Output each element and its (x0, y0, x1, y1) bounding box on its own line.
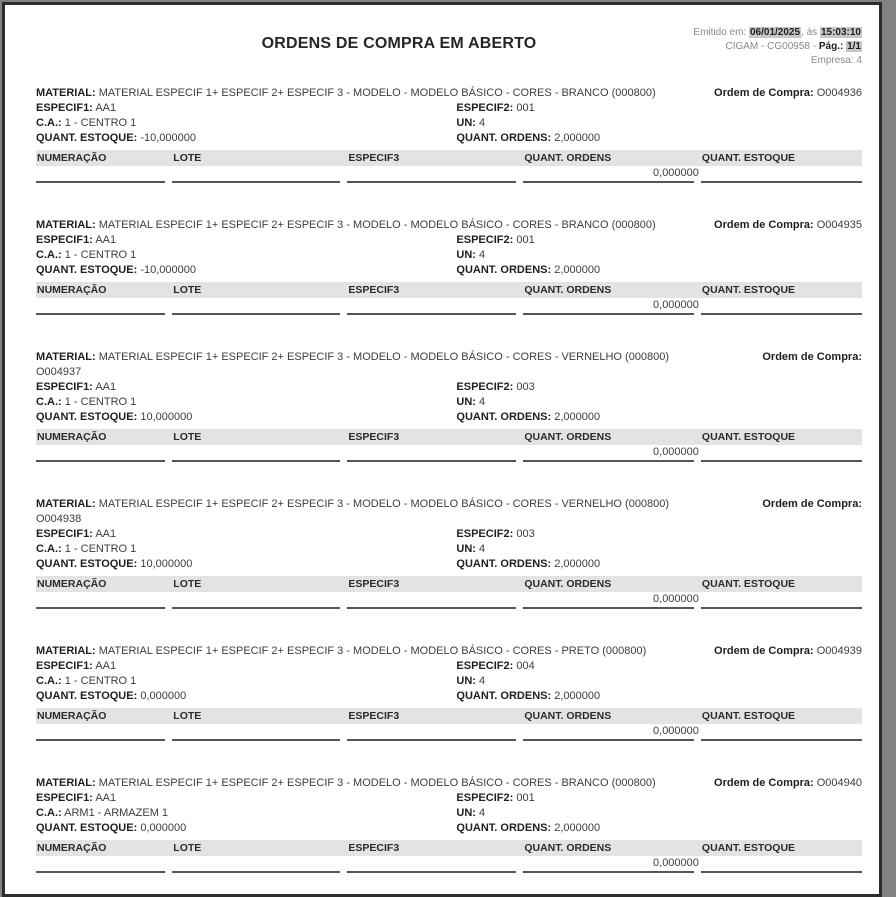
table-header-row (36, 429, 862, 445)
unit-value: 4 (479, 543, 486, 555)
stock-quantity-label: QUANT. ESTOQUE: (36, 690, 138, 702)
unit-value: 4 (479, 249, 486, 261)
column-header-quant-estoque: QUANT. ESTOQUE (701, 431, 796, 443)
especif2-value: 004 (516, 660, 535, 672)
orders-quantity-value: 2,000000 (554, 558, 601, 570)
stock-quantity-value: -10,000000 (140, 132, 196, 144)
table-underline-segment (347, 607, 516, 609)
material-label: MATERIAL: (36, 351, 96, 363)
order-block (36, 350, 862, 463)
table-underline-segment (36, 739, 165, 741)
column-header-numeracao: NUMERAÇÃO (37, 284, 107, 296)
stock-quantity-value: 0,000000 (140, 822, 187, 834)
orders-quantity-value: 2,000000 (554, 132, 601, 144)
orders-quantity-value: 2,000000 (554, 690, 601, 702)
column-header-lote: LOTE (173, 578, 202, 590)
table-underline-segment (701, 607, 862, 609)
unit-label: UN: (456, 675, 476, 687)
especif1-value: AA1 (95, 102, 117, 114)
stock-quantity-label: QUANT. ESTOQUE: (36, 264, 138, 276)
unit-label: UN: (456, 249, 476, 261)
page-number-badge: 1/1 (847, 41, 861, 52)
total-value: 0,000000 (653, 167, 699, 179)
material-value: MATERIAL ESPECIF 1+ ESPECIF 2+ ESPECIF 3 - MODELO - MODELO BÁSICO - CORES - PRETO (000800) (98, 645, 647, 657)
material-row (36, 218, 862, 233)
especif1-value: AA1 (95, 660, 117, 672)
order-block (36, 218, 862, 316)
cost-center-value: 1 - CENTRO 1 (64, 675, 137, 687)
table-header-row (36, 576, 862, 592)
info-row (36, 791, 862, 806)
info-row (36, 395, 862, 410)
column-header-lote: LOTE (173, 842, 202, 854)
column-header-lote: LOTE (173, 431, 202, 443)
order-number-value: O004936 (816, 87, 862, 99)
unit-value: 4 (479, 675, 486, 687)
cost-center-label: C.A.: (36, 543, 62, 555)
table-underline-segment (701, 313, 862, 315)
material-label: MATERIAL: (36, 87, 96, 99)
report-meta (667, 26, 862, 68)
table-underline-segment (36, 313, 165, 315)
table-header-row (36, 150, 862, 166)
especif2-value: 003 (516, 381, 535, 393)
table-underline-segment (172, 313, 340, 315)
system-code: CIGAM - CG00958 - (725, 41, 817, 52)
table-underline-segment (701, 460, 862, 462)
especif1-label: ESPECIF1: (36, 234, 93, 246)
info-row (36, 233, 862, 248)
material-row (36, 497, 862, 512)
table-underline (36, 313, 862, 316)
company-line: Empresa: 4 (810, 55, 862, 66)
table-underline-segment (701, 871, 862, 873)
cost-center-value: 1 - CENTRO 1 (64, 249, 137, 261)
orders-quantity-value: 2,000000 (554, 411, 601, 423)
system-line (667, 40, 862, 54)
column-header-numeracao: NUMERAÇÃO (37, 431, 107, 443)
cost-center-value: ARM1 - ARMAZEM 1 (64, 807, 169, 819)
column-header-quant-estoque: QUANT. ESTOQUE (701, 710, 796, 722)
info-row (36, 557, 862, 572)
order-number-label: Ordem de Compra: (714, 777, 814, 789)
especif2-value: 001 (516, 792, 535, 804)
material-row (36, 350, 862, 365)
order-number-value: O004935 (816, 219, 862, 231)
column-header-numeracao: NUMERAÇÃO (37, 578, 107, 590)
unit-value: 4 (479, 396, 486, 408)
table-underline (36, 871, 862, 874)
table-underline (36, 460, 862, 463)
order-block (36, 776, 862, 874)
order-number-value: O004938 (36, 513, 82, 525)
orders-quantity-label: QUANT. ORDENS: (456, 822, 552, 834)
cost-center-value: 1 - CENTRO 1 (64, 543, 137, 555)
table-total-row (36, 445, 862, 460)
column-header-especif3: ESPECIF3 (348, 431, 400, 443)
total-value: 0,000000 (653, 446, 699, 458)
material-label: MATERIAL: (36, 645, 96, 657)
order-block (36, 86, 862, 184)
especif2-value: 003 (516, 528, 535, 540)
info-row (36, 806, 862, 821)
detail-table (36, 282, 862, 316)
report-header (36, 26, 862, 68)
table-underline-segment (523, 739, 694, 741)
emitted-date-badge: 06/01/2025 (750, 27, 801, 38)
table-underline-segment (347, 871, 516, 873)
cost-center-label: C.A.: (36, 675, 62, 687)
stock-quantity-value: 0,000000 (140, 690, 187, 702)
table-underline-segment (347, 739, 516, 741)
table-header-row (36, 282, 862, 298)
column-header-numeracao: NUMERAÇÃO (37, 152, 107, 164)
stock-quantity-label: QUANT. ESTOQUE: (36, 558, 138, 570)
info-row (36, 659, 862, 674)
column-header-quant-estoque: QUANT. ESTOQUE (701, 578, 796, 590)
total-value: 0,000000 (653, 725, 699, 737)
emitted-sep: , às (801, 27, 818, 38)
material-row (36, 86, 862, 101)
orders-quantity-label: QUANT. ORDENS: (456, 411, 552, 423)
cost-center-label: C.A.: (36, 117, 62, 129)
table-underline (36, 739, 862, 742)
table-total-row (36, 166, 862, 181)
especif1-label: ESPECIF1: (36, 102, 93, 114)
column-header-especif3: ESPECIF3 (348, 842, 400, 854)
orders-quantity-label: QUANT. ORDENS: (456, 690, 552, 702)
table-underline-segment (523, 181, 694, 183)
table-underline-segment (36, 871, 165, 873)
column-header-quant-estoque: QUANT. ESTOQUE (701, 284, 796, 296)
report-page (2, 2, 882, 897)
info-row (36, 674, 862, 689)
orders-quantity-label: QUANT. ORDENS: (456, 132, 552, 144)
especif2-label: ESPECIF2: (456, 660, 514, 672)
table-header-row (36, 840, 862, 856)
order-block (36, 497, 862, 610)
column-header-quant-estoque: QUANT. ESTOQUE (701, 152, 796, 164)
table-header-row (36, 708, 862, 724)
orders-quantity-value: 2,000000 (554, 264, 601, 276)
info-row (36, 542, 862, 557)
order-number-label: Ordem de Compra: (714, 87, 814, 99)
especif1-label: ESPECIF1: (36, 792, 93, 804)
column-header-especif3: ESPECIF3 (348, 284, 400, 296)
especif2-label: ESPECIF2: (456, 102, 514, 114)
column-header-quant-ordens: QUANT. ORDENS (524, 152, 612, 164)
title-zone (36, 26, 667, 68)
material-row (36, 776, 862, 791)
order-block (36, 644, 862, 742)
especif2-value: 001 (516, 234, 535, 246)
detail-table (36, 708, 862, 742)
material-value: MATERIAL ESPECIF 1+ ESPECIF 2+ ESPECIF 3 - MODELO - MODELO BÁSICO - CORES - BRANCO (000800) (98, 777, 656, 789)
table-underline-segment (172, 739, 340, 741)
detail-table (36, 840, 862, 874)
stock-quantity-value: 10,000000 (140, 411, 193, 423)
emitted-line (667, 26, 862, 40)
order-number-label: Ordem de Compra: (714, 219, 814, 231)
column-header-quant-estoque: QUANT. ESTOQUE (701, 842, 796, 854)
table-underline-segment (523, 313, 694, 315)
especif2-label: ESPECIF2: (456, 792, 514, 804)
material-label: MATERIAL: (36, 777, 96, 789)
especif1-value: AA1 (95, 381, 117, 393)
especif1-label: ESPECIF1: (36, 528, 93, 540)
total-value: 0,000000 (653, 593, 699, 605)
unit-value: 4 (479, 117, 486, 129)
stock-quantity-label: QUANT. ESTOQUE: (36, 132, 138, 144)
cost-center-label: C.A.: (36, 807, 62, 819)
especif2-label: ESPECIF2: (456, 381, 514, 393)
table-underline-segment (172, 607, 340, 609)
unit-label: UN: (456, 396, 476, 408)
table-underline-segment (347, 181, 516, 183)
table-underline-segment (347, 313, 516, 315)
order-number-value: O004940 (816, 777, 862, 789)
cost-center-value: 1 - CENTRO 1 (64, 117, 137, 129)
table-underline-segment (701, 181, 862, 183)
table-underline-segment (347, 460, 516, 462)
column-header-lote: LOTE (173, 152, 202, 164)
stock-quantity-label: QUANT. ESTOQUE: (36, 822, 138, 834)
unit-value: 4 (479, 807, 486, 819)
material-value: MATERIAL ESPECIF 1+ ESPECIF 2+ ESPECIF 3 - MODELO - MODELO BÁSICO - CORES - VERNELHO (000800) (98, 498, 670, 510)
table-underline-segment (701, 739, 862, 741)
especif1-value: AA1 (95, 528, 117, 540)
column-header-numeracao: NUMERAÇÃO (37, 710, 107, 722)
info-row (36, 116, 862, 131)
detail-table (36, 150, 862, 184)
cost-center-label: C.A.: (36, 396, 62, 408)
table-underline (36, 181, 862, 184)
info-row (36, 821, 862, 836)
material-row (36, 644, 862, 659)
orders-quantity-label: QUANT. ORDENS: (456, 264, 552, 276)
column-header-quant-ordens: QUANT. ORDENS (524, 710, 612, 722)
column-header-quant-ordens: QUANT. ORDENS (524, 431, 612, 443)
page-label: Pág.: (818, 41, 844, 52)
table-total-row (36, 724, 862, 739)
total-value: 0,000000 (653, 299, 699, 311)
table-underline-segment (36, 460, 165, 462)
orders-quantity-label: QUANT. ORDENS: (456, 558, 552, 570)
order-number-label: Ordem de Compra: (714, 645, 814, 657)
column-header-especif3: ESPECIF3 (348, 578, 400, 590)
stock-quantity-value: 10,000000 (140, 558, 193, 570)
column-header-quant-ordens: QUANT. ORDENS (524, 578, 612, 590)
column-header-numeracao: NUMERAÇÃO (37, 842, 107, 854)
info-row (36, 410, 862, 425)
cost-center-label: C.A.: (36, 249, 62, 261)
material-value: MATERIAL ESPECIF 1+ ESPECIF 2+ ESPECIF 3 - MODELO - MODELO BÁSICO - CORES - BRANCO (000800) (98, 87, 656, 99)
stock-quantity-value: -10,000000 (140, 264, 196, 276)
detail-table (36, 576, 862, 610)
especif1-label: ESPECIF1: (36, 660, 93, 672)
table-total-row (36, 592, 862, 607)
table-underline-segment (172, 460, 340, 462)
especif1-value: AA1 (95, 792, 117, 804)
info-row (36, 101, 862, 116)
especif1-label: ESPECIF1: (36, 381, 93, 393)
table-underline (36, 607, 862, 610)
especif2-label: ESPECIF2: (456, 528, 514, 540)
unit-label: UN: (456, 543, 476, 555)
especif1-value: AA1 (95, 234, 117, 246)
material-label: MATERIAL: (36, 219, 96, 231)
column-header-lote: LOTE (173, 710, 202, 722)
info-row (36, 131, 862, 146)
info-row (36, 248, 862, 263)
info-row (36, 527, 862, 542)
order-number-label: Ordem de Compra: (762, 351, 862, 363)
orders-quantity-value: 2,000000 (554, 822, 601, 834)
table-underline-segment (36, 181, 165, 183)
especif2-label: ESPECIF2: (456, 234, 514, 246)
order-number-value: O004937 (36, 366, 82, 378)
material-label: MATERIAL: (36, 498, 96, 510)
column-header-quant-ordens: QUANT. ORDENS (524, 284, 612, 296)
order-number-label: Ordem de Compra: (762, 498, 862, 510)
table-underline-segment (172, 181, 340, 183)
stock-quantity-label: QUANT. ESTOQUE: (36, 411, 138, 423)
order-number-value: O004939 (816, 645, 862, 657)
material-value: MATERIAL ESPECIF 1+ ESPECIF 2+ ESPECIF 3 - MODELO - MODELO BÁSICO - CORES - VERNELHO (000800) (98, 351, 670, 363)
emitted-time-badge: 15:03:10 (820, 27, 861, 38)
report-title: ORDENS DE COMPRA EM ABERTO (261, 35, 537, 52)
unit-label: UN: (456, 117, 476, 129)
table-underline-segment (523, 460, 694, 462)
emitted-label: Emitido em: (693, 27, 747, 38)
column-header-quant-ordens: QUANT. ORDENS (524, 842, 612, 854)
info-row (36, 380, 862, 395)
table-underline-segment (523, 607, 694, 609)
detail-table (36, 429, 862, 463)
column-header-especif3: ESPECIF3 (348, 710, 400, 722)
total-value: 0,000000 (653, 857, 699, 869)
especif2-value: 001 (516, 102, 535, 114)
material-value: MATERIAL ESPECIF 1+ ESPECIF 2+ ESPECIF 3 - MODELO - MODELO BÁSICO - CORES - BRANCO (000800) (98, 219, 656, 231)
column-header-especif3: ESPECIF3 (348, 152, 400, 164)
table-total-row (36, 856, 862, 871)
table-underline-segment (523, 871, 694, 873)
column-header-lote: LOTE (173, 284, 202, 296)
table-underline-segment (36, 607, 165, 609)
table-underline-segment (172, 871, 340, 873)
info-row (36, 689, 862, 704)
info-row (36, 263, 862, 278)
cost-center-value: 1 - CENTRO 1 (64, 396, 137, 408)
unit-label: UN: (456, 807, 476, 819)
table-total-row (36, 298, 862, 313)
